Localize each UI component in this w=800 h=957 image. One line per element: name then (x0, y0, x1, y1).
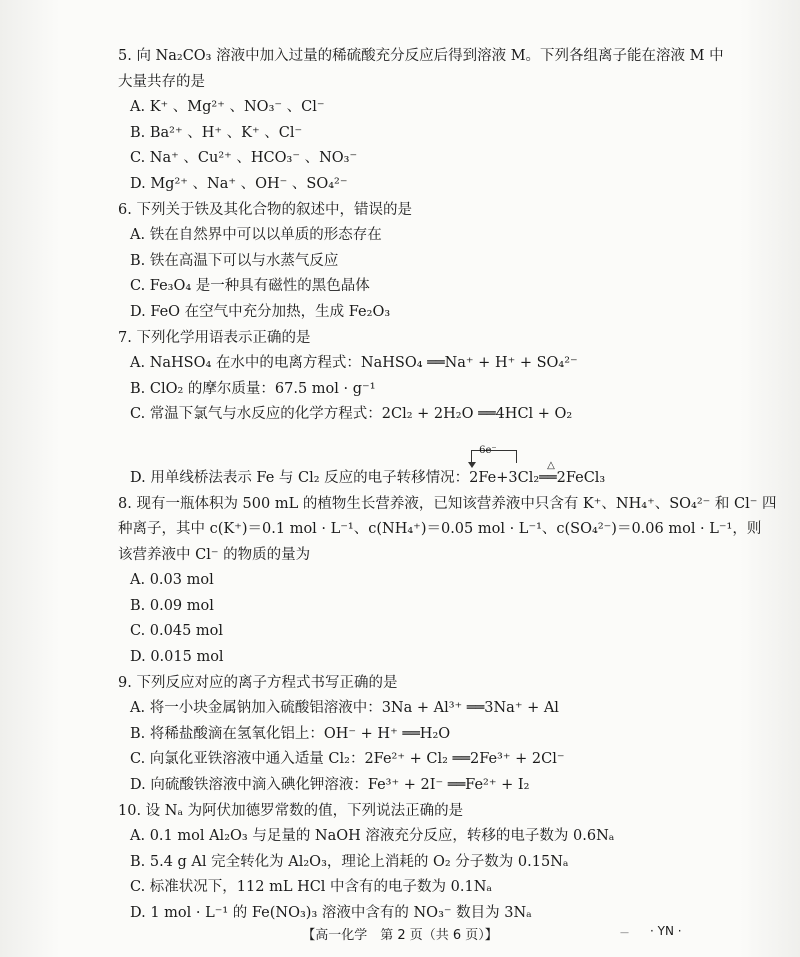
q8-stem-line3: 该营养液中 Cl⁻ 的物质的量为 (118, 546, 311, 563)
q10-option-d: D. 1 mol · L⁻¹ 的 Fe(NO₃)₃ 溶液中含有的 NO₃⁻ 数目为 3Nₐ (130, 905, 532, 921)
footer-code: · YN · (650, 924, 682, 938)
q9-option-c: C. 向氯化亚铁溶液中通入适量 Cl₂：2Fe²⁺ + Cl₂ ══2Fe³⁺ + 2Cl⁻ (130, 751, 565, 768)
q5-stem-line1: 5. 向 Na₂CO₃ 溶液中加入过量的稀硫酸充分反应后得到溶液 M。下列各组离子能在溶液 M 中 (118, 48, 724, 64)
q5-option-a: A. K⁺ 、Mg²⁺ 、NO₃⁻ 、Cl⁻ (130, 99, 325, 116)
q7-option-d (118, 444, 718, 492)
q9-option-b: B. 将稀盐酸滴在氢氧化铝上：OH⁻ + H⁺ ══H₂O (130, 725, 451, 742)
electron-count-label: 6e⁻ (479, 444, 497, 456)
q10-option-c: C. 标准状况下，112 mL HCl 中含有的电子数为 0.1Nₐ (130, 879, 493, 896)
q6-option-a: A. 铁在自然界中可以以单质的形态存在 (130, 227, 382, 244)
q8-option-a: A. 0.03 mol (130, 572, 214, 589)
q5-option-b: B. Ba²⁺ 、H⁺ 、K⁺ 、Cl⁻ (130, 124, 303, 141)
q10-option-b: B. 5.4 g Al 完全转化为 Al₂O₃，理论上消耗的 O₂ 分子数为 0.15Nₐ (130, 853, 569, 870)
product: ══2FeCl₃ (539, 469, 606, 486)
q8-option-b: B. 0.09 mol (130, 597, 214, 614)
q5-option-c: C. Na⁺ 、Cu²⁺ 、HCO₃⁻ 、NO₃⁻ (130, 150, 358, 167)
q7-spacer (118, 428, 718, 466)
page-footer (0, 924, 800, 943)
q8-option-c: C. 0.045 mol (130, 623, 224, 640)
reactants: 2Fe+3Cl₂ (469, 469, 540, 486)
q9-option-a: A. 将一小块金属钠加入硫酸铝溶液中：3Na + Al³⁺ ══3Na⁺ + Al (130, 700, 559, 717)
q8-stem-line1: 8. 现有一瓶体积为 500 mL 的植物生长营养液，已知该营养液中只含有 K⁺、NH₄⁺、SO₄²⁻ 和 Cl⁻ 四 (118, 495, 777, 512)
q10-stem: 10. 设 Nₐ 为阿伏加德罗常数的值，下列说法正确的是 (118, 802, 464, 819)
q7-option-b: B. ClO₂ 的摩尔质量：67.5 mol · g⁻¹ (130, 380, 376, 397)
footer-page-label: 【高一化学 第 2 页（共 6 页）】 (302, 928, 498, 943)
product-with-heat (539, 459, 606, 492)
electron-transfer-equation (469, 444, 540, 492)
footer-mark: — (620, 928, 629, 938)
q9-stem: 9. 下列反应对应的离子方程式书写正确的是 (118, 674, 398, 691)
q6-option-c: C. Fe₃O₄ 是一种具有磁性的黑色晶体 (130, 278, 370, 295)
heat-triangle-icon: △ (547, 459, 555, 471)
q7-option-a: A. NaHSO₄ 在水中的电离方程式：NaHSO₄ ══Na⁺ + H⁺ + SO₄²⁻ (130, 355, 578, 372)
q5-option-d: D. Mg²⁺ 、Na⁺ 、OH⁻ 、SO₄²⁻ (130, 175, 348, 192)
q7-stem: 7. 下列化学用语表示正确的是 (118, 329, 311, 346)
q8-stem-line2: 种离子，其中 c(K⁺)＝0.1 mol · L⁻¹、c(NH₄⁺)＝0.05 mol · L⁻¹、c(SO₄²⁻)＝0.06 mol · L⁻¹，则 (118, 521, 762, 538)
q7-option-d-prefix: D. 用单线桥法表示 Fe 与 Cl₂ 反应的电子转移情况： (130, 469, 470, 486)
q9-option-d: D. 向硫酸铁溶液中滴入碘化钾溶液：Fe³⁺ + 2I⁻ ══Fe²⁺ + I₂ (130, 777, 530, 794)
questions-content (118, 44, 777, 927)
q6-option-b: B. 铁在高温下可以与水蒸气反应 (130, 252, 339, 269)
q6-option-d: D. FeO 在空气中充分加热，生成 Fe₂O₃ (130, 303, 391, 320)
q6-stem: 6. 下列关于铁及其化合物的叙述中，错误的是 (118, 201, 412, 218)
q10-option-a: A. 0.1 mol Al₂O₃ 与足量的 NaOH 溶液充分反应，转移的电子数为 0.6Nₐ (130, 828, 615, 845)
q8-option-d: D. 0.015 mol (130, 649, 224, 666)
q7-option-c: C. 常温下氯气与水反应的化学方程式：2Cl₂ + 2H₂O ══4HCl + O₂ (130, 406, 573, 423)
q5-stem-line2: 大量共存的是 (118, 73, 205, 90)
